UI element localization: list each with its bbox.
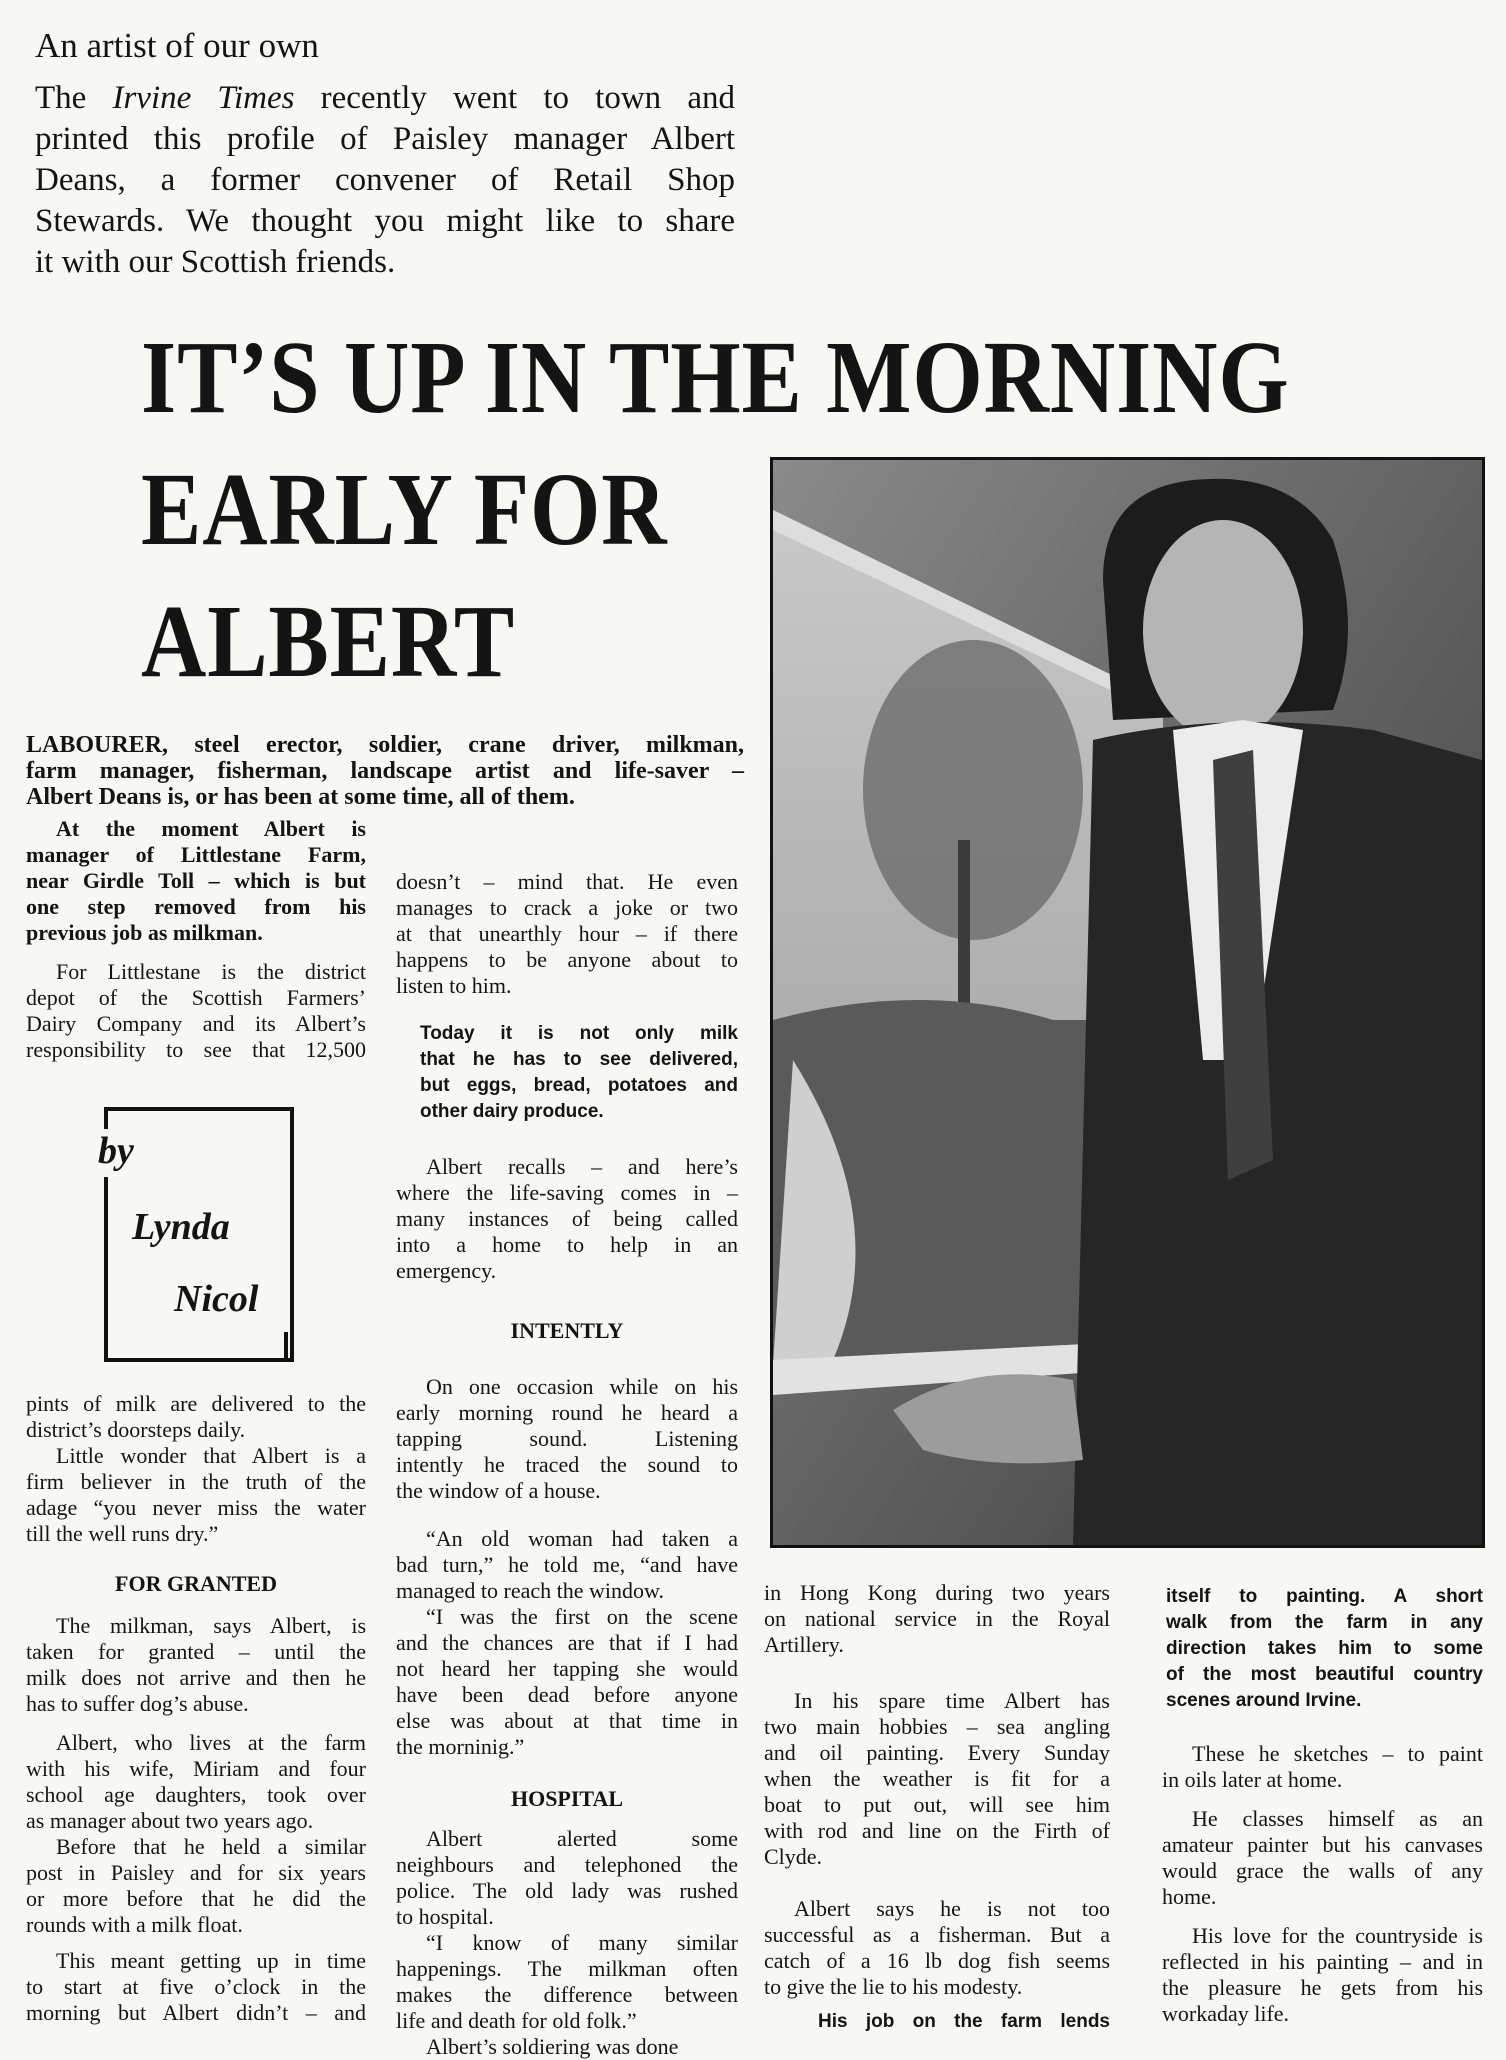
text-line: His love for the countryside is [1192,1923,1483,1948]
text-line: Albert, who lives at the farm [56,1730,366,1755]
text-line: at that unearthly hour – if there [396,921,738,946]
subheading-hospital: HOSPITAL [510,1786,624,1811]
paragraph [396,1154,738,1284]
lead-paragraph [26,732,744,810]
text-line: “An old woman had taken a [426,1526,738,1551]
text-line: not heard her tapping she would [396,1656,738,1681]
headline-line: EARLY FOR [141,452,668,567]
headline-line: ALBERT [141,584,516,699]
paragraph [26,1443,366,1547]
text-line: catch of a 16 lb dog fish seems [764,1948,1110,1973]
text-line: life and death for old folk.” [396,2008,637,2033]
text-line: in oils later at home. [1162,1767,1343,1792]
text-line: previous job as milkman. [26,920,263,945]
text-line: pints of milk are delivered to the [26,1391,366,1416]
paragraph [26,1834,366,1938]
byline-last-name: Nicol [174,1278,259,1320]
intro-title: An artist of our own [35,26,319,65]
text-line: manager of Littlestane Farm, [26,842,366,867]
text-line: and the chances are that if I had [396,1630,738,1655]
text-line: firm believer in the truth of the [26,1469,366,1494]
text-line: other dairy produce. [420,1101,604,1122]
text-line: “I know of many similar [426,1930,738,1955]
headline-line: IT’S UP IN THE MORNING [141,320,1290,435]
column-4 [1162,1584,1483,2027]
paragraph [1162,1923,1483,2027]
paragraph [1162,1741,1483,1793]
text-line: till the well runs dry.” [26,1521,219,1546]
text-line: in Hong Kong during two years [764,1580,1110,1605]
column-1-bottom [26,1391,366,2026]
text-line: as manager about two years ago. [26,1808,314,1833]
text-line: His job on the farm lends [818,2011,1110,2032]
text-line: intently he traced the sound to [396,1452,738,1477]
paragraph [764,1688,1110,1870]
text-line: bad turn,” he told me, “and have [396,1552,738,1577]
text-line: LABOURER, steel erector, soldier, crane driver, milkman, [26,732,744,758]
text-line: two main hobbies – sea angling [764,1714,1110,1739]
text-line: listen to him. [396,973,512,998]
text-line: with rod and line on the Firth of [764,1818,1110,1843]
text-line: has to suffer dog’s abuse. [26,1691,249,1716]
photo-portrait-with-painting [773,460,1482,1545]
text-line: happens to be anyone about to [396,947,738,972]
text-line: emergency. [396,1258,497,1283]
text-line: tapping sound. Listening [396,1426,738,1451]
text-line: to start at five o’clock in the [26,1974,366,1999]
text-line: managed to reach the window. [396,1578,664,1603]
text-line: school age daughters, took over [26,1782,366,1807]
paragraph [26,816,366,946]
paragraph [764,1580,1110,1658]
text-line: or more before that he did the [26,1886,366,1911]
paragraph [1162,1806,1483,1910]
text-line: In his spare time Albert has [794,1688,1110,1713]
text-line: police. The old lady was rushed [396,1878,738,1903]
text-line: Before that he held a similar [56,1834,366,1859]
text-line: Today it is not only milk [420,1023,738,1044]
text-line: makes the difference between [396,1982,738,2007]
text-line: happenings. The milkman often [396,1956,738,1981]
text-line: the pleasure he gets from his [1162,1975,1483,2000]
text-line: He classes himself as an [1192,1806,1483,1831]
paragraph [396,2034,738,2060]
text-line: workaday life. [1162,2001,1290,2026]
text-line: Little wonder that Albert is a [56,1443,366,1468]
text-line: scenes around Irvine. [1166,1690,1362,1711]
paragraph [396,1604,738,1760]
text-line: of the most beautiful country [1166,1664,1483,1685]
text-line: Albert says he is not too [794,1896,1110,1921]
text-line: Clyde. [764,1844,823,1869]
text-line: else was about at that time in [396,1708,738,1733]
text-line: many instances of being called [396,1206,738,1231]
text-line: Artillery. [764,1632,844,1657]
byline-first-name: Lynda [132,1206,230,1248]
text-line: Stewards. We thought you might like to share [35,203,735,239]
text-line: manages to crack a joke or two [396,895,738,920]
text-line: Dairy Company and its Albert’s [26,1011,366,1036]
text-line: would grace the walls of any [1162,1858,1483,1883]
text-line: adage “you never miss the water [26,1495,366,1520]
paragraph [26,1391,366,1443]
text-line: farm manager, fisherman, landscape artist and life-saver – [26,758,744,784]
text-line: to hospital. [396,1904,494,1929]
paragraph [764,1896,1110,2000]
byline-by: by [98,1130,134,1172]
paragraph [26,1948,366,2026]
text-line: direction takes him to some [1166,1638,1483,1659]
text-line: neighbours and telephoned the [396,1852,738,1877]
text-line: have been dead before anyone [396,1682,738,1707]
text-line: that he has to see delivered, [420,1049,738,1070]
text-line: Albert recalls – and here’s [426,1154,738,1179]
text-line: on national service in the Royal [764,1606,1110,1631]
text-line: Albert Deans is, or has been at some time, all of them. [26,784,575,810]
text-line: Albert alerted some [426,1826,738,1851]
text-line: itself to painting. A short [1166,1586,1483,1607]
text-line: milk does not arrive and then he [26,1665,366,1690]
text-line: it with our Scottish friends. [35,244,396,280]
text-line: the morninig.” [396,1734,525,1759]
text-line: The Irvine Times recently went to town and [35,80,735,116]
paragraph [26,959,366,1063]
text-line: “I was the first on the scene [426,1604,738,1629]
text-line: the window of a house. [396,1478,601,1503]
highlight-paragraph [818,2009,1110,2035]
text-line: boat to put out, will see him [764,1792,1110,1817]
text-line: amateur painter but his canvases [1162,1832,1483,1857]
text-line: Deans, a former convener of Retail Shop [35,162,735,198]
text-line: where the life-saving comes in – [396,1180,738,1205]
byline-box [98,1107,294,1362]
text-line: to give the lie to his modesty. [764,1974,1023,1999]
text-line: post in Paisley and for six years [26,1860,366,1885]
text-line: depot of the Scottish Farmers’ [26,985,366,1010]
text-line: These he sketches – to paint [1192,1741,1483,1766]
paragraph [396,1374,738,1504]
text-line: near Girdle Toll – which is but [26,868,366,893]
subheading-for-granted: FOR GRANTED [115,1571,277,1596]
text-line: but eggs, bread, potatoes and [420,1075,738,1096]
text-line: and oil painting. Every Sunday [764,1740,1110,1765]
paragraph [396,869,738,999]
text-line: one step removed from his [26,894,366,919]
text-line: On one occasion while on his [426,1374,738,1399]
column-3 [764,1580,1110,2035]
text-line: The milkman, says Albert, is [56,1613,366,1638]
text-line: doesn’t – mind that. He even [396,869,738,894]
text-line: Albert’s soldiering was done [426,2034,679,2059]
article-photo [770,457,1485,1548]
text-line: This meant getting up in time [56,1948,366,1973]
paragraph [26,1730,366,1834]
text-line: district’s doorsteps daily. [26,1417,246,1442]
text-line: morning but Albert didn’t – and [26,2000,366,2025]
paragraph [396,1826,738,1930]
text-line: into a home to help in an [396,1232,738,1257]
column-1-top [26,816,366,1063]
text-line: with his wife, Miriam and four [26,1756,366,1781]
text-line: when the weather is fit for a [764,1766,1110,1791]
text-line: For Littlestane is the district [56,959,366,984]
text-line: taken for granted – until the [26,1639,366,1664]
highlight-paragraph [420,1021,738,1125]
text-line: early morning round he heard a [396,1400,738,1425]
text-line: printed this profile of Paisley manager Albert [35,121,735,157]
subheading-intently: INTENTLY [510,1318,624,1343]
text-line: responsibility to see that 12,500 [26,1037,366,1062]
publication-name: Irvine Times [112,80,295,116]
paragraph [396,1526,738,1604]
text-line: home. [1162,1884,1217,1909]
text-line: reflected in his painting – and in [1162,1949,1483,1974]
text-line: At the moment Albert is [56,816,366,841]
column-2 [396,869,738,2060]
paragraph [396,1930,738,2034]
text-line: successful as a fisherman. But a [764,1922,1110,1947]
text-line: walk from the farm in any [1166,1612,1483,1633]
text-line: rounds with a milk float. [26,1912,243,1937]
paragraph [26,1613,366,1717]
intro-paragraph [35,78,735,283]
highlight-paragraph [1166,1584,1483,1714]
